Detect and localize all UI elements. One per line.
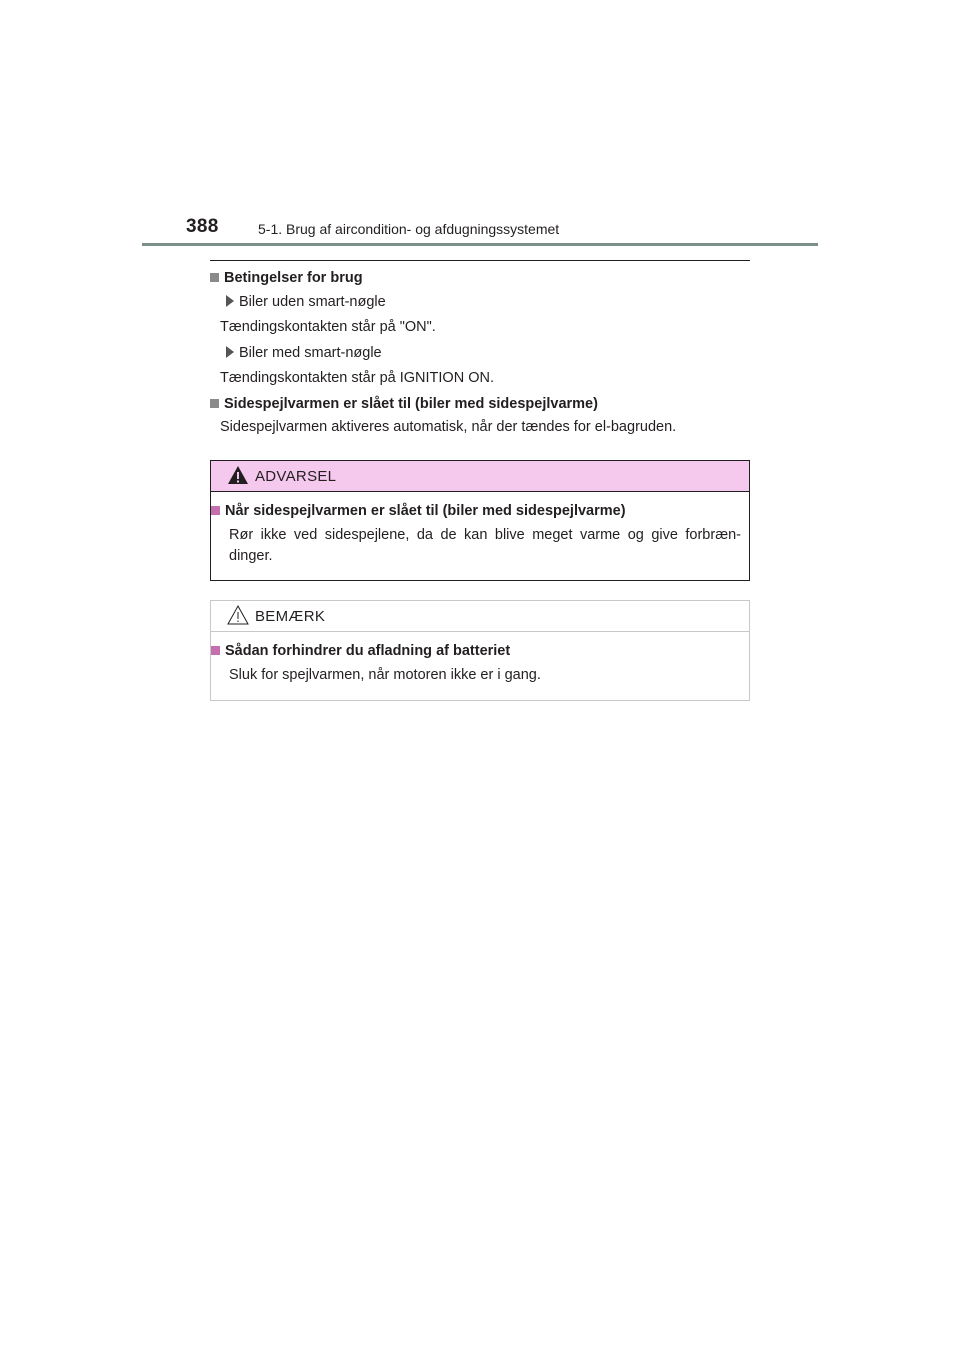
- warning-heading: Når sidespejlvarmen er slået til (biler med sidespejlvarme): [211, 503, 626, 519]
- mirror-heater-heading: Sidespejlvarmen er slået til (biler med sidespejlvarme): [210, 396, 598, 412]
- warning-title: ADVARSEL: [255, 468, 337, 485]
- section-divider: [210, 260, 750, 261]
- square-bullet-icon: [210, 273, 219, 282]
- chapter-title: 5-1. Brug af aircondition- og afdugningssystemet: [258, 221, 560, 237]
- condition-text: Tændingskontakten står på IGNITION ON.: [220, 370, 494, 386]
- square-bullet-icon: [210, 399, 219, 408]
- caution-icon: [227, 604, 249, 626]
- conditions-heading: Betingelser for brug: [210, 270, 363, 286]
- notice-box: [210, 600, 750, 701]
- square-bullet-icon: [211, 646, 220, 655]
- warning-box: [210, 460, 750, 581]
- triangle-bullet-icon: [226, 346, 234, 358]
- warning-text: Rør ikke ved sidespejlene, da de kan blive meget varme og give forbræn-dinger.: [229, 527, 741, 564]
- notice-header: [211, 601, 749, 632]
- list-item: Biler uden smart-nøgle: [226, 294, 386, 310]
- warning-header: [211, 461, 749, 492]
- header-divider: [142, 243, 818, 246]
- list-item: Biler med smart-nøgle: [226, 345, 382, 361]
- mirror-heater-text: Sidespejlvarmen aktiveres automatisk, når der tændes for el-bagruden.: [220, 419, 677, 435]
- square-bullet-icon: [211, 506, 220, 515]
- notice-text: Sluk for spejlvarmen, når motoren ikke er i gang.: [229, 667, 541, 683]
- notice-heading: Sådan forhindrer du afladning af batteriet: [211, 643, 510, 659]
- triangle-bullet-icon: [226, 295, 234, 307]
- condition-text: Tændingskontakten står på "ON".: [220, 319, 436, 335]
- warning-icon: [227, 464, 249, 486]
- notice-title: BEMÆRK: [255, 608, 326, 625]
- page-number: 388: [186, 216, 219, 237]
